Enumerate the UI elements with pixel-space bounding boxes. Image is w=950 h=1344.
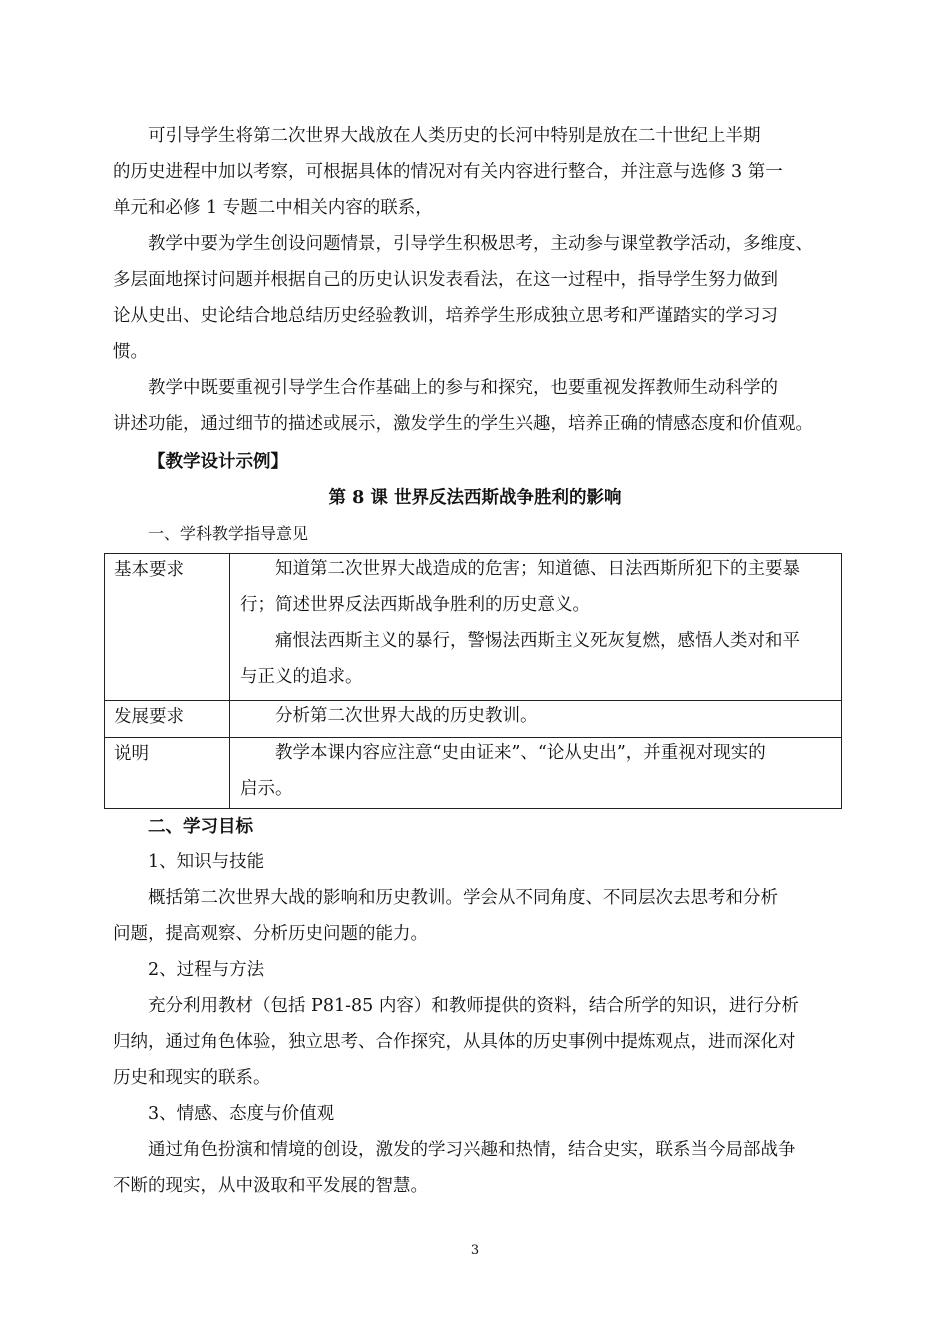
text-line: 讲述功能，通过细节的描述或展示，激发学生的学生兴趣，培养正确的情感态度和价值观。	[113, 414, 813, 434]
text-line: 充分利用教材（包括 P81-85 内容）和教师提供的资料，结合所学的知识，进行分析	[148, 996, 799, 1016]
emotion-heading: 3、情感、态度与价值观	[148, 1104, 335, 1124]
row-label: 发展要求	[114, 707, 184, 727]
guidance-heading: 一、学科教学指导意见	[148, 524, 309, 543]
table-content-cell	[230, 738, 842, 809]
cell-line: 分析第二次世界大战的历史教训。	[275, 706, 538, 726]
text-line: 问题，提高观察、分析历史问题的能力。	[113, 924, 428, 944]
text-line: 历史和现实的联系。	[113, 1068, 271, 1088]
guidance-table	[104, 553, 842, 809]
cell-line: 启示。	[240, 779, 293, 799]
table-row	[105, 738, 842, 809]
text-line: 教学中要为学生创设问题情景，引导学生积极思考，主动参与课堂教学活动，多维度、	[148, 234, 813, 254]
row-label: 说明	[114, 744, 149, 764]
cell-line: 知道第二次世界大战造成的危害；知道德、日法西斯所犯下的主要暴	[275, 559, 800, 579]
text-line: 多层面地探讨问题并根据自己的历史认识发表看法，在这一过程中，指导学生努力做到	[113, 270, 778, 290]
cell-line: 行；简述世界反法西斯战争胜利的历史意义。	[240, 595, 590, 615]
text-line: 概括第二次世界大战的影响和历史教训。学会从不同角度、不同层次去思考和分析	[148, 888, 778, 908]
table-label-cell	[105, 554, 230, 701]
cell-line: 教学本课内容应注意“史由证来”、“论从史出”，并重视对现实的	[275, 743, 766, 763]
text-line: 通过角色扮演和情境的创设，激发的学习兴趣和热情，结合史实，联系当今局部战争	[148, 1140, 796, 1160]
table-label-cell	[105, 738, 230, 809]
page-number: 3	[470, 1243, 480, 1258]
text-line: 归纳，通过角色体验，独立思考、合作探究，从具体的历史事例中提炼观点，进而深化对	[113, 1032, 796, 1052]
text-line: 单元和必修 1 专题二中相关内容的联系，	[113, 198, 433, 218]
cell-line: 与正义的追求。	[240, 667, 363, 687]
text-line: 不断的现实，从中汲取和平发展的智慧。	[113, 1176, 428, 1196]
objectives-heading: 二、学习目标	[148, 817, 253, 837]
knowledge-heading: 1、知识与技能	[148, 852, 265, 872]
text-line: 惯。	[113, 342, 148, 362]
table-label-cell	[105, 701, 230, 738]
text-line: 论从史出、史论结合地总结历史经验教训，培养学生形成独立思考和严谨踏实的学习习	[113, 306, 778, 326]
text-line: 可引导学生将第二次世界大战放在人类历史的长河中特别是放在二十世纪上半期	[148, 126, 761, 146]
process-heading: 2、过程与方法	[148, 960, 265, 980]
table-content-cell	[230, 701, 842, 738]
table-row	[105, 554, 842, 701]
text-line: 的历史进程中加以考察，可根据具体的情况对有关内容进行整合，并注意与选修 3 第一	[113, 162, 783, 182]
table-content-cell	[230, 554, 842, 701]
section-label: 【教学设计示例】	[148, 452, 288, 472]
cell-line: 痛恨法西斯主义的暴行，警惕法西斯主义死灰复燃，感悟人类对和平	[275, 631, 800, 651]
table-row	[105, 701, 842, 738]
text-line: 教学中既要重视引导学生合作基础上的参与和探究，也要重视发挥教师生动科学的	[148, 378, 778, 398]
lesson-title: 第 8 课 世界反法西斯战争胜利的影响	[328, 488, 622, 508]
row-label: 基本要求	[114, 560, 184, 580]
